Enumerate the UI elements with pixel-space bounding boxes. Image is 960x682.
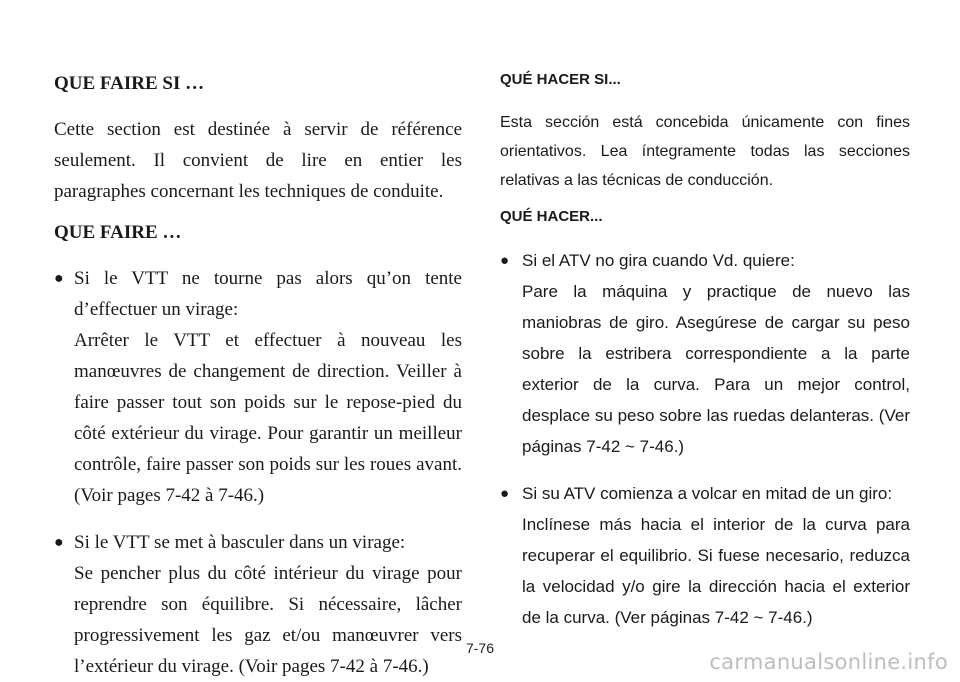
- french-column: [54, 58, 462, 682]
- bullet-icon: ●: [54, 270, 64, 287]
- spanish-bullet-condition: Si el ATV no gira cuando Vd. quiere:: [522, 251, 795, 270]
- bullet-icon: ●: [500, 252, 510, 269]
- french-heading-what-if: QUE FAIRE SI …: [54, 73, 205, 94]
- french-bullet-condition: Si le VTT ne tourne pas alors qu’on tente d’effectuer un virage:: [74, 268, 462, 320]
- spanish-bullet-tipping: [500, 478, 910, 633]
- french-intro-paragraph: Cette section est destinée à servir de référence seulement. Il convient de lire en entier les paragraphes concernant les techniques de conduite.: [54, 119, 462, 202]
- spanish-bullet-condition: Si su ATV comienza a volcar en mitad de un giro:: [522, 484, 893, 503]
- french-heading-what-to-do: QUE FAIRE …: [54, 222, 182, 243]
- spanish-column: [500, 58, 910, 633]
- spanish-bullet-action: Inclínese más hacia el interior de la curva para recuperar el equilibrio. Si fuese necesario, reduzca la velocidad y/o gire la dirección hacia el exterior de la curva. (Ver páginas 7-42 ~ 7-46.): [522, 515, 910, 627]
- french-bullet-not-turning: [54, 263, 462, 511]
- french-bullet-action: Arrêter le VTT et effectuer à nouveau les manœuvres de changement de direction. Veiller à faire passer tout son poids sur le repose-pied du côté extérieur du virage. Pour garantir un meilleur contrôle, faire passer son poids sur les roues avant. (Voir pages 7-42 à 7-46.): [74, 330, 462, 506]
- spanish-heading-what-if: QUÉ HACER SI...: [500, 71, 621, 88]
- french-bullet-action: Se pencher plus du côté intérieur du virage pour reprendre son équilibre. Si nécessaire, lâcher progressivement les gaz et/ou manœuvrer vers l’extérieur du virage. (Voir pages 7-42 à 7-46.): [74, 563, 462, 677]
- spanish-heading-what-to-do: QUÉ HACER...: [500, 208, 603, 225]
- page-number: 7-76: [465, 640, 495, 656]
- spanish-bullet-action: Pare la máquina y practique de nuevo las maniobras de giro. Asegúrese de cargar su peso sobre la estribera correspondiente a la parte exterior de la curva. Para un mejor control, desplace su peso sobre las ruedas delanteras. (Ver páginas 7-42 ~ 7-46.): [522, 282, 910, 456]
- spanish-bullet-not-turning: [500, 245, 910, 462]
- bullet-icon: ●: [500, 485, 510, 502]
- watermark: carmanualsonline.info: [709, 650, 948, 674]
- french-bullet-condition: Si le VTT se met à basculer dans un virage:: [74, 532, 406, 553]
- bullet-icon: ●: [54, 534, 64, 551]
- french-bullet-tipping: [54, 527, 462, 682]
- spanish-intro-paragraph: Esta sección está concebida únicamente con fines orientativos. Lea íntegramente todas las secciones relativas a las técnicas de conducción.: [500, 114, 910, 189]
